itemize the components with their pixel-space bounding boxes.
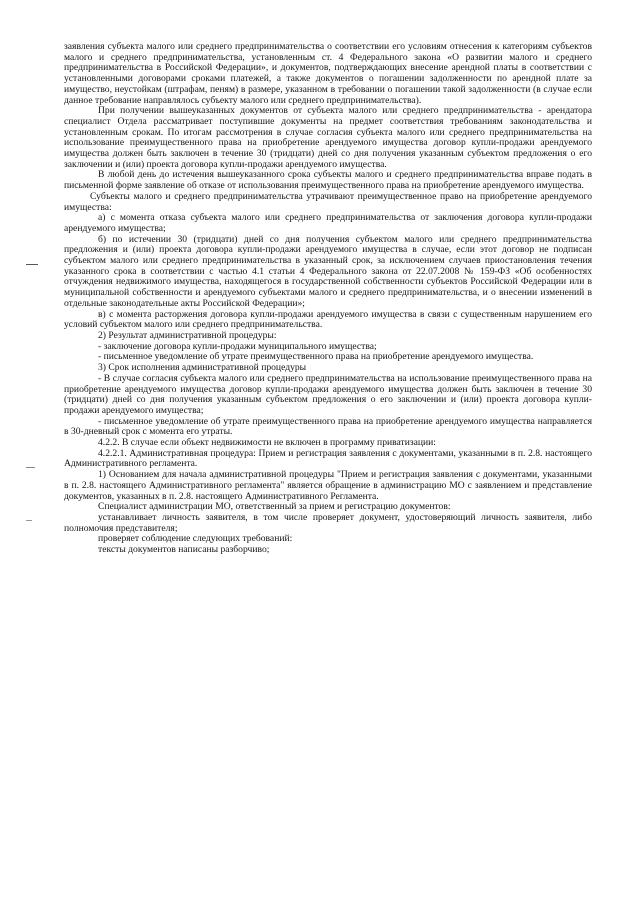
margin-mark (26, 520, 32, 521)
paragraph: - письменное уведомление об утрате преимущественного права на приобретение арендуемого имущества направляется в 30-дневный срок с момента его утраты. (64, 415, 592, 438)
paragraph: 2) Результат административной процедуры: (98, 329, 277, 341)
paragraph: 3) Срок исполнения административной процедуры (98, 362, 307, 374)
margin-mark (26, 467, 35, 468)
paragraph: 1) Основанием для начала административной процедуры "Прием и регистрация заявления с документами, указанными в п. 2.8. настоящего Административного регламента" является обращение в администрацию МО с заявлением и представление документов, указанных в п. 2.8. настоящего Административного Регламента. (64, 469, 592, 502)
paragraph: Субъекты малого и среднего предпринимательства утрачивают преимущественное право на приобретение арендуемого имущества: (64, 190, 592, 213)
paragraph: устанавливает личность заявителя, в том числе проверяет документ, удостоверяющий личность заявителя, либо полномочия представителя; (64, 511, 592, 534)
paragraph: При получении вышеуказанных документов от субъекта малого или среднего предпринимательства - арендатора специалист Отдела рассматривает поступившие документы на предмет соответствия требованиям законодательства и установленным срокам. По итогам рассмотрения в случае согласия субъекта малого или среднего предпринимательства на использование преимущественного права на приобретение арендуемого имущества договор купли-продажи арендуемого имущества должен быть заключен в течение 30 (тридцати) дней со дня получения указанным субъектом предложения о его заключении и (или) проекта договора купли-продажи арендуемого имущества. (64, 105, 592, 170)
paragraph: тексты документов написаны разборчиво; (98, 544, 270, 556)
paragraph: - заключение договора купли-продажи муниципального имущества; (98, 340, 377, 352)
paragraph: 4.2.2.1. Административная процедура: Прием и регистрация заявления с документами, указанными в п. 2.8. настоящего Административного регламента. (64, 447, 592, 470)
paragraph: проверяет соблюдение следующих требований: (98, 533, 293, 545)
paragraph: Специалист администрации МО, ответственный за прием и регистрацию документов: (98, 501, 451, 513)
paragraph: - В случае согласия субъекта малого или среднего предпринимательства на использование преимущественного права на приобретение арендуемого имущества договор купли-продажи арендуемого имущества должен быть заключен в течение 30 (тридцати) дней со дня получения указанным субъектом предложения о его заключении и (или) проекта договора купли-продажи арендуемого имущества; (64, 372, 592, 416)
paragraph: 4.2.2. В случае если объект недвижимости не включен в программу приватизации: (98, 437, 436, 449)
paragraph: В любой день до истечения вышеуказанного срока субъекты малого и среднего предпринимательства вправе подать в письменной форме заявление об отказе от использования преимущественного права на приобретение арендуемого имущества. (64, 169, 592, 192)
paragraph: - письменное уведомление об утрате преимущественного права на приобретение арендуемого имущества. (98, 351, 534, 363)
paragraph: в) с момента расторжения договора купли-продажи арендуемого имущества в связи с существенным нарушением его условий субъектом малого или среднего предпринимательства. (64, 308, 592, 331)
paragraph: б) по истечении 30 (тридцати) дней со дня получения субъектом малого или среднего предпринимательства предложения и (или) проекта договора купли-продажи арендуемого имущества в случае, если этот договор не подписан субъектом малого или среднего предпринимательства в указанный срок, за исключением случаев приостановления течения указанного срока в соответствии с частью 4.1 статьи 4 Федерального закона от 22.07.2008 № 159-ФЗ «Об особенностях отчуждения недвижимого имущества, находящегося в государственной собственности субъектов Российской Федерации или в муниципальной собственности и арендуемого субъектами малого и среднего предпринимательства, и о внесении изменений в отдельные законодательные акты Российской Федерации»; (64, 233, 592, 309)
paragraph: заявления субъекта малого или среднего предпринимательства о соответствии его условиям отнесения к категориям субъектов малого и среднего предпринимательства, установленным ст. 4 Федерального закона «О развитии малого и среднего предпринимательства в Российской Федерации», и документов, подтверждающих внесение арендной платы в соответствии с установленными договорами сроками платежей, а также документов о погашении задолженности по арендной плате за имущество, неустойкам (штрафам, пеням) в размере, указанном в требовании о погашении такой задолженности (в случае если данное требование направлялось субъекту малого или среднего предпринимательства). (64, 41, 592, 106)
document-page (64, 42, 592, 556)
margin-mark (26, 264, 38, 265)
paragraph: а) с момента отказа субъекта малого или среднего предпринимательства от заключения договора купли-продажи арендуемого имущества; (64, 212, 592, 234)
